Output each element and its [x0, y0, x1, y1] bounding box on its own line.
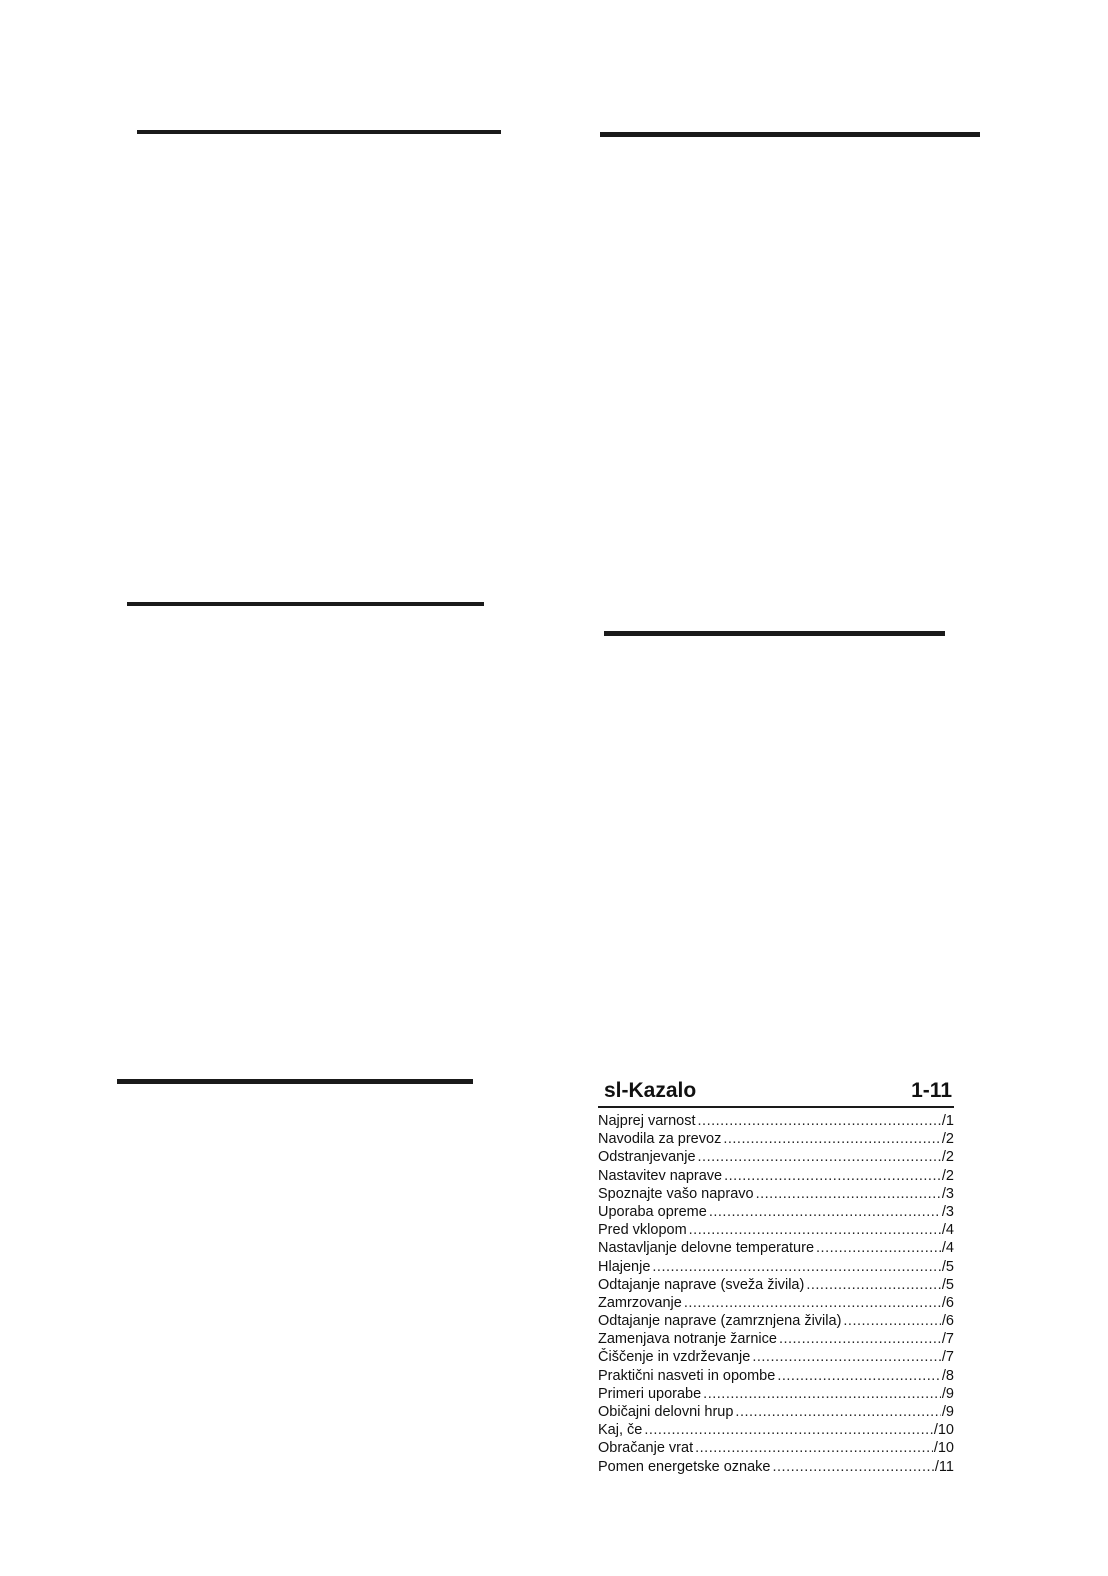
toc-entry-page: /2	[941, 1149, 954, 1166]
toc-leader-dots	[735, 1403, 940, 1421]
toc-leader-dots	[752, 1348, 941, 1366]
toc-leader-dots	[724, 1167, 941, 1185]
toc-entry	[598, 1312, 954, 1330]
toc-entry-page: /7	[941, 1331, 954, 1348]
toc-entry-title: Pred vklopom	[598, 1222, 687, 1239]
toc-entry-title: Obračanje vrat	[598, 1440, 694, 1457]
toc-entry-title: Praktični nasveti in opombe	[598, 1367, 776, 1384]
toc-entry	[598, 1330, 954, 1348]
toc-entry	[598, 1421, 954, 1439]
section-divider-middle-right	[604, 631, 945, 636]
toc-entry-title: Hlajenje	[598, 1258, 651, 1275]
toc-entry-page: /3	[941, 1185, 954, 1202]
toc-leader-dots	[756, 1185, 941, 1203]
toc-entry-title: Zamenjava notranje žarnice	[598, 1331, 777, 1348]
toc-entry-title: Pomen energetske oznake	[598, 1458, 771, 1475]
toc-leader-dots	[806, 1276, 941, 1294]
section-divider-top-left	[137, 130, 501, 134]
toc-entry	[598, 1221, 954, 1239]
toc-entry-title: Zamrzovanje	[598, 1294, 682, 1311]
toc-leader-dots	[698, 1148, 941, 1166]
toc-entry	[598, 1348, 954, 1366]
toc-entry-title: Primeri uporabe	[598, 1385, 702, 1402]
toc-entry	[598, 1367, 954, 1385]
toc-entry	[598, 1203, 954, 1221]
toc-entry	[598, 1148, 954, 1166]
toc-leader-dots	[723, 1130, 941, 1148]
toc-entry	[598, 1239, 954, 1257]
toc-entry-page: /9	[941, 1404, 954, 1420]
toc-leader-dots	[777, 1367, 941, 1385]
toc-entry	[598, 1385, 954, 1403]
toc-entry	[598, 1294, 954, 1312]
toc-entry	[598, 1167, 954, 1185]
section-divider-middle-left	[127, 602, 484, 606]
toc-header	[598, 1078, 954, 1108]
toc-entry-page: /11	[934, 1458, 954, 1475]
toc-entry-title: Kaj, če	[598, 1422, 643, 1439]
toc-entry-page: /3	[941, 1203, 954, 1220]
toc-entry-page: /8	[941, 1367, 954, 1384]
toc-leader-dots	[684, 1294, 941, 1312]
toc-entry-title: Nastavljanje delovne temperature	[598, 1240, 815, 1257]
section-divider-bottom-left	[117, 1079, 473, 1084]
toc-entry-page: /4	[941, 1240, 954, 1257]
toc-entry-page: /2	[941, 1167, 954, 1184]
toc-entry-title: Uporaba opreme	[598, 1203, 707, 1220]
toc-leader-dots	[698, 1112, 941, 1130]
toc-entry-page: /7	[941, 1349, 954, 1366]
toc-entry-page: /5	[941, 1258, 954, 1275]
toc-leader-dots	[644, 1421, 932, 1439]
toc-entry-page: /4	[941, 1222, 954, 1239]
toc-leader-dots	[652, 1258, 941, 1276]
toc-entry-title: Običajni delovni hrup	[598, 1404, 734, 1420]
toc-entry-title: Odtajanje naprave (sveža živila)	[598, 1276, 805, 1293]
toc-entry-page: /5	[941, 1276, 954, 1293]
toc-leader-dots	[709, 1203, 941, 1221]
toc-leader-dots	[816, 1239, 941, 1257]
section-divider-top-right	[600, 132, 980, 137]
toc-entry-page: /2	[941, 1131, 954, 1148]
toc-entry	[598, 1185, 954, 1203]
toc-entry	[598, 1403, 954, 1421]
toc-leader-dots	[773, 1458, 934, 1476]
toc-entry-title: Čiščenje in vzdrževanje	[598, 1349, 751, 1366]
table-of-contents	[598, 1078, 954, 1476]
toc-entry	[598, 1130, 954, 1148]
toc-entry-title: Odtajanje naprave (zamrznjena živila)	[598, 1313, 842, 1330]
toc-title: sl-Kazalo	[604, 1079, 697, 1102]
toc-entry-page: /6	[941, 1294, 954, 1311]
toc-entry-title: Spoznajte vašo napravo	[598, 1185, 754, 1202]
toc-entry	[598, 1458, 954, 1476]
toc-entry-page: /10	[933, 1440, 954, 1457]
toc-entry-page: /1	[941, 1113, 954, 1129]
toc-entry	[598, 1276, 954, 1294]
toc-entry-page: /10	[933, 1422, 954, 1439]
toc-page-range: 1-11	[911, 1079, 952, 1102]
toc-entry-title: Nastavitev naprave	[598, 1167, 723, 1184]
toc-entry	[598, 1439, 954, 1457]
toc-entry-page: /6	[941, 1313, 954, 1330]
toc-entry-title: Najprej varnost	[598, 1113, 696, 1129]
toc-entry	[598, 1112, 954, 1130]
toc-entry-title: Odstranjevanje	[598, 1149, 696, 1166]
toc-leader-dots	[843, 1312, 941, 1330]
toc-entry-title: Navodila za prevoz	[598, 1131, 722, 1148]
toc-leader-dots	[779, 1330, 941, 1348]
toc-leader-dots	[695, 1439, 933, 1457]
toc-entry-page: /9	[941, 1385, 954, 1402]
toc-leader-dots	[689, 1221, 941, 1239]
toc-entry	[598, 1258, 954, 1276]
toc-leader-dots	[703, 1385, 941, 1403]
toc-list	[598, 1112, 954, 1476]
